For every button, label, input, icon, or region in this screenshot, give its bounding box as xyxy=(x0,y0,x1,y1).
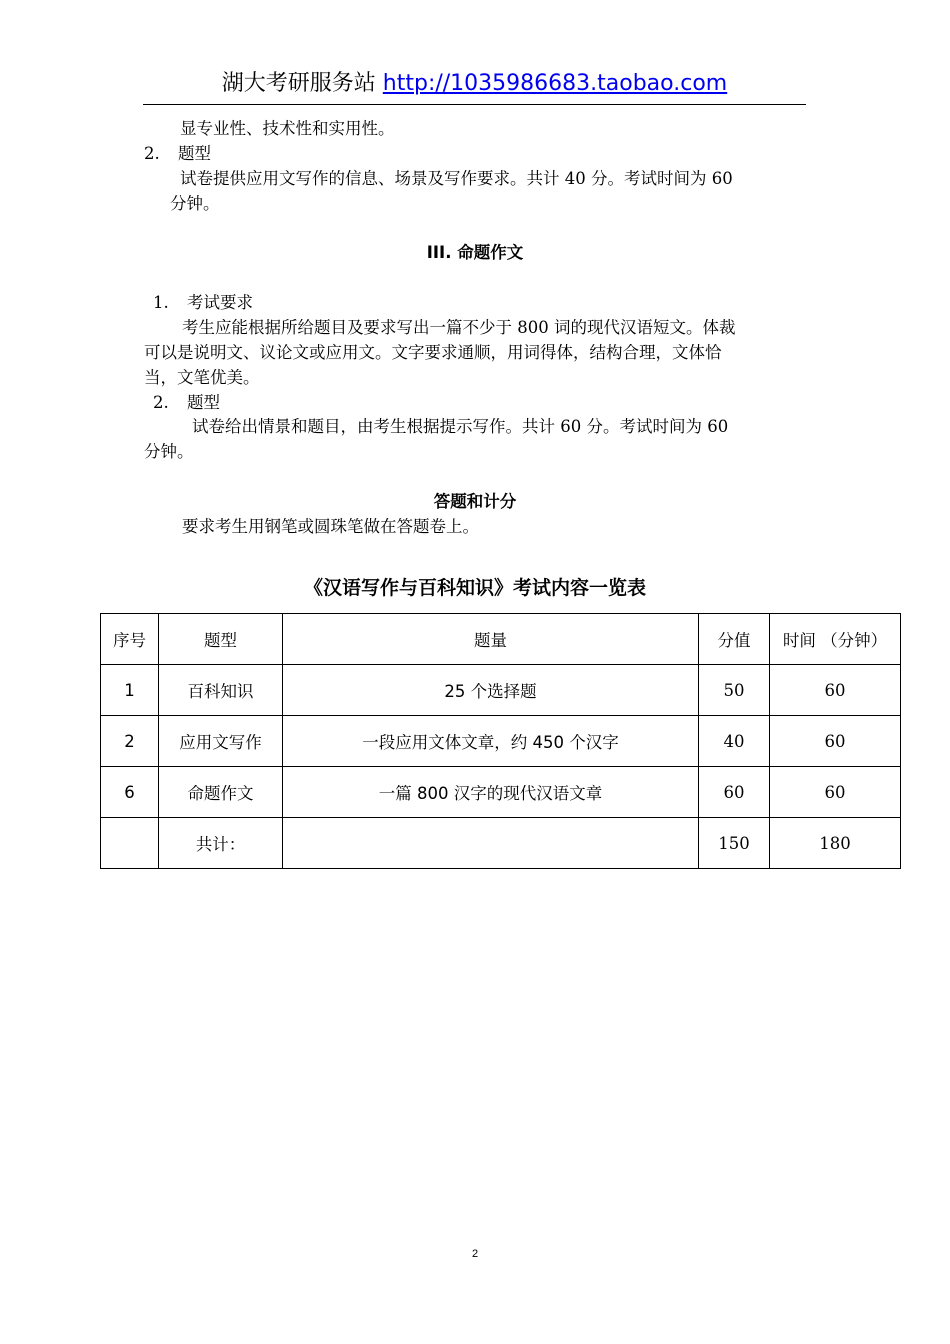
table-cell: 50 xyxy=(699,665,770,716)
table-cell: 60 xyxy=(770,716,901,767)
type-label: 题型 xyxy=(187,393,220,412)
table-total-row xyxy=(101,818,901,869)
header-link[interactable]: http://1035986683.taobao.com xyxy=(382,71,728,96)
table-cell: 应用文写作 xyxy=(159,716,283,767)
exam-content-table xyxy=(100,613,901,869)
table-row xyxy=(101,767,901,818)
type-line1: 试卷给出情景和题目，由考生根据提示写作。共计 60 分。考试时间为 60 xyxy=(192,417,729,436)
header-cell: 题量 xyxy=(283,614,699,665)
table-row xyxy=(101,665,901,716)
answer-heading: 答题和计分 xyxy=(433,492,517,511)
table-cell: 1 xyxy=(101,665,159,716)
section2-label: 题型 xyxy=(178,144,211,163)
type-number: 2. xyxy=(153,393,169,412)
section2-text-line1: 试卷提供应用文写作的信息、场景及写作要求。共计 40 分。考试时间为 60 xyxy=(180,169,733,188)
table-cell: 一篇 800 汉字的现代汉语文章 xyxy=(283,767,699,818)
body-line-1: 显专业性、技术性和实用性。 xyxy=(180,119,395,138)
table-cell: 6 xyxy=(101,767,159,818)
table-cell: 共计： xyxy=(159,818,283,869)
page-header xyxy=(143,68,806,105)
table-cell: 40 xyxy=(699,716,770,767)
table-cell xyxy=(283,818,699,869)
table-cell: 180 xyxy=(770,818,901,869)
header-cell: 序号 xyxy=(101,614,159,665)
page-number: 2 xyxy=(471,1248,479,1260)
requirement-line3: 当，文笔优美。 xyxy=(144,368,260,387)
table-cell: 百科知识 xyxy=(159,665,283,716)
table-cell: 150 xyxy=(699,818,770,869)
section2-number: 2. xyxy=(144,144,160,163)
table-cell: 2 xyxy=(101,716,159,767)
header-cell: 题型 xyxy=(159,614,283,665)
requirement-label: 考试要求 xyxy=(187,293,253,312)
table-cell xyxy=(101,818,159,869)
table-row xyxy=(101,716,901,767)
table-cell: 25 个选择题 xyxy=(283,665,699,716)
requirement-line1: 考生应能根据所给题目及要求写出一篇不少于 800 词的现代汉语短文。体裁 xyxy=(182,318,736,337)
table-cell: 60 xyxy=(770,665,901,716)
requirement-line2: 可以是说明文、议论文或应用文。文字要求通顺，用词得体，结构合理，文体恰 xyxy=(144,343,722,362)
part3-heading: III. 命题作文 xyxy=(426,243,524,262)
header-cell: 分值 xyxy=(699,614,770,665)
table-title: 《汉语写作与百科知识》考试内容一览表 xyxy=(303,577,646,599)
table-cell: 60 xyxy=(699,767,770,818)
requirement-number: 1. xyxy=(153,293,169,312)
table-cell: 命题作文 xyxy=(159,767,283,818)
answer-text: 要求考生用钢笔或圆珠笔做在答题卷上。 xyxy=(182,517,479,536)
table-cell: 60 xyxy=(770,767,901,818)
header-site-name: 湖大考研服务站 xyxy=(221,71,383,96)
table-cell: 一段应用文体文章，约 450 个汉字 xyxy=(283,716,699,767)
section2-text-line2: 分钟。 xyxy=(170,194,220,213)
header-cell: 时间 （分钟） xyxy=(770,614,901,665)
type-line2: 分钟。 xyxy=(144,442,194,461)
table-header-row xyxy=(101,614,901,665)
